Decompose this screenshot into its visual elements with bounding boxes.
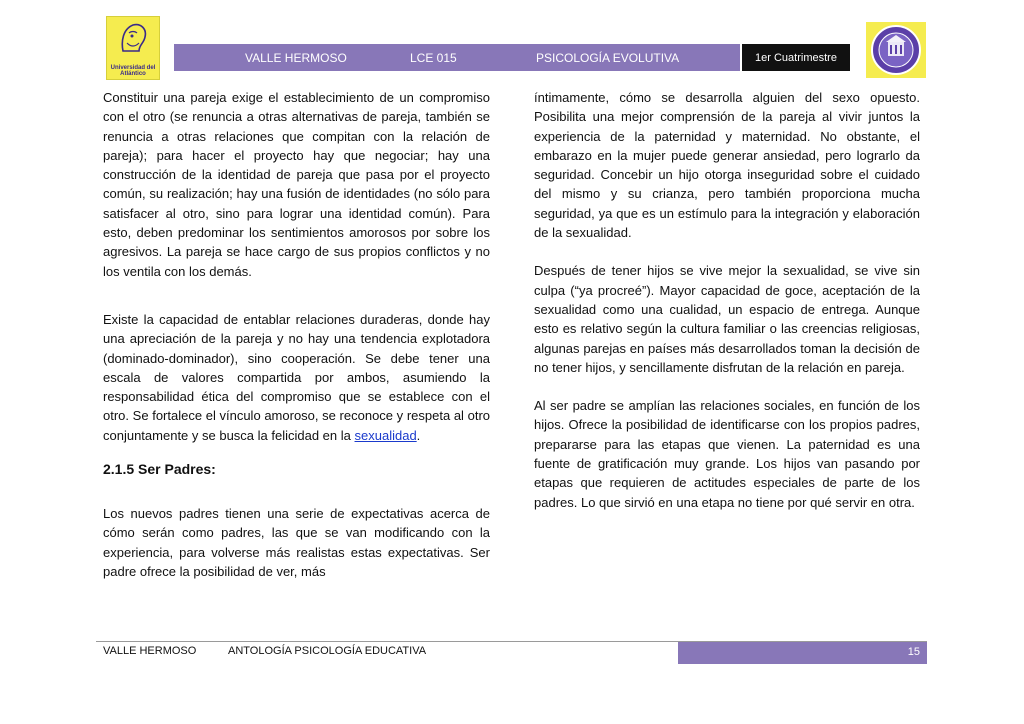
paragraph (103, 310, 490, 445)
paragraph: Después de tener hijos se vive mejor la sexualidad, se vive sin culpa (“ya procreé”). Mayor capacidad de goce, aceptación de la sexualidad como una cualidad, un espacio de entrega. Aunque esto es relativo según la cultura familiar o las creencias religiosas, algunas parejas en países más desarrollados toman la decisión de no tener hijos, y sencillamente disfrutan de la relación en pareja. (534, 263, 920, 375)
logo-text: Universidad del Atlántico (110, 65, 156, 77)
paragraph: íntimamente, cómo se desarrolla alguien del sexo opuesto. Posibilita una mejor comprensión de la pareja al vivir juntos la experiencia de la paternidad y maternidad. No obstante, el embarazo en la mujer puede generar ansiedad, pero lograrlo da seguridad. Concebir un hijo otorga inseguridad sobre el cuidado del mismo y su crianza, pero también proporciona mucha seguridad, ya que es un estímulo para la integración y elaboración de la sexualidad. (534, 90, 920, 241)
header-subject: PSICOLOGÍA EVOLUTIVA (536, 51, 680, 65)
header-term: 1er Cuatrimestre (742, 44, 850, 71)
crest-icon (866, 22, 926, 78)
left-column (103, 88, 490, 581)
paragraph: Los nuevos padres tienen una serie de expectativas acerca de cómo serán como padres, las que se van modificando con la experiencia, para volverse más realistas estas expectativas. Ser padre ofrece la posibilidad de ver, más (103, 506, 490, 579)
sexualidad-link[interactable]: sexualidad (354, 427, 417, 443)
section-heading: 2.1.5 Ser Padres: (103, 461, 216, 478)
right-column (534, 88, 920, 512)
paragraph: Constituir una pareja exige el establecimiento de un compromiso con el otro (se renuncia a otras alternativas de pareja, también se renuncia a otras relaciones que compitan con la relación de pareja); para hacer el proyecto hay que negociar; hay una construcción de la identidad de pareja que pasa por el proyecto común, su realización; hay una fusión de identidades (no sólo para satisfacer al otro, sino para lograr una identidad común). Para esto, deben predominar los sentimientos amorosos por sobre los agresivos. La pareja se hace cargo de sus propios conflictos y no los ventila con los demás. (103, 90, 490, 279)
footer-school: VALLE HERMOSO (103, 645, 197, 657)
header-bar (174, 44, 740, 71)
footer-bar (678, 642, 927, 664)
page-number: 15 (907, 646, 920, 658)
footer-title: ANTOLOGÍA PSICOLOGÍA EDUCATIVA (228, 645, 427, 657)
header-code: LCE 015 (410, 51, 457, 65)
logo-face-icon (117, 21, 149, 55)
university-crest-icon (866, 22, 926, 78)
paragraph: Al ser padre se amplían las relaciones sociales, en función de los hijos. Ofrece la posibilidad de identificarse con los propios padres, prepararse para las etapas que vienen. La paternidad es una fuente de gratificación muy grande. Los hijos van pasando por etapas que requieren de actitudes especiales de parte de los padres. Lo que sirvió en una etapa no tiene por qué servir en otra. (534, 398, 920, 510)
header-school: VALLE HERMOSO (245, 51, 347, 65)
university-logo (106, 16, 160, 80)
paragraph-text: Existe la capacidad de entablar relaciones duraderas, donde hay una apreciación de la pareja y no hay una tendencia explotadora (dominado-dominador), sino cooperación. Se debe tener una escala de valores compartida por ambos, asumiendo la responsabilidad ética del compromiso que se establece con el otro. Se fortalece el vínculo amoroso, se reconoce y respeta al otro conjuntamente y se busca la felicidad en la (103, 311, 490, 443)
paragraph-end: . (416, 427, 421, 443)
